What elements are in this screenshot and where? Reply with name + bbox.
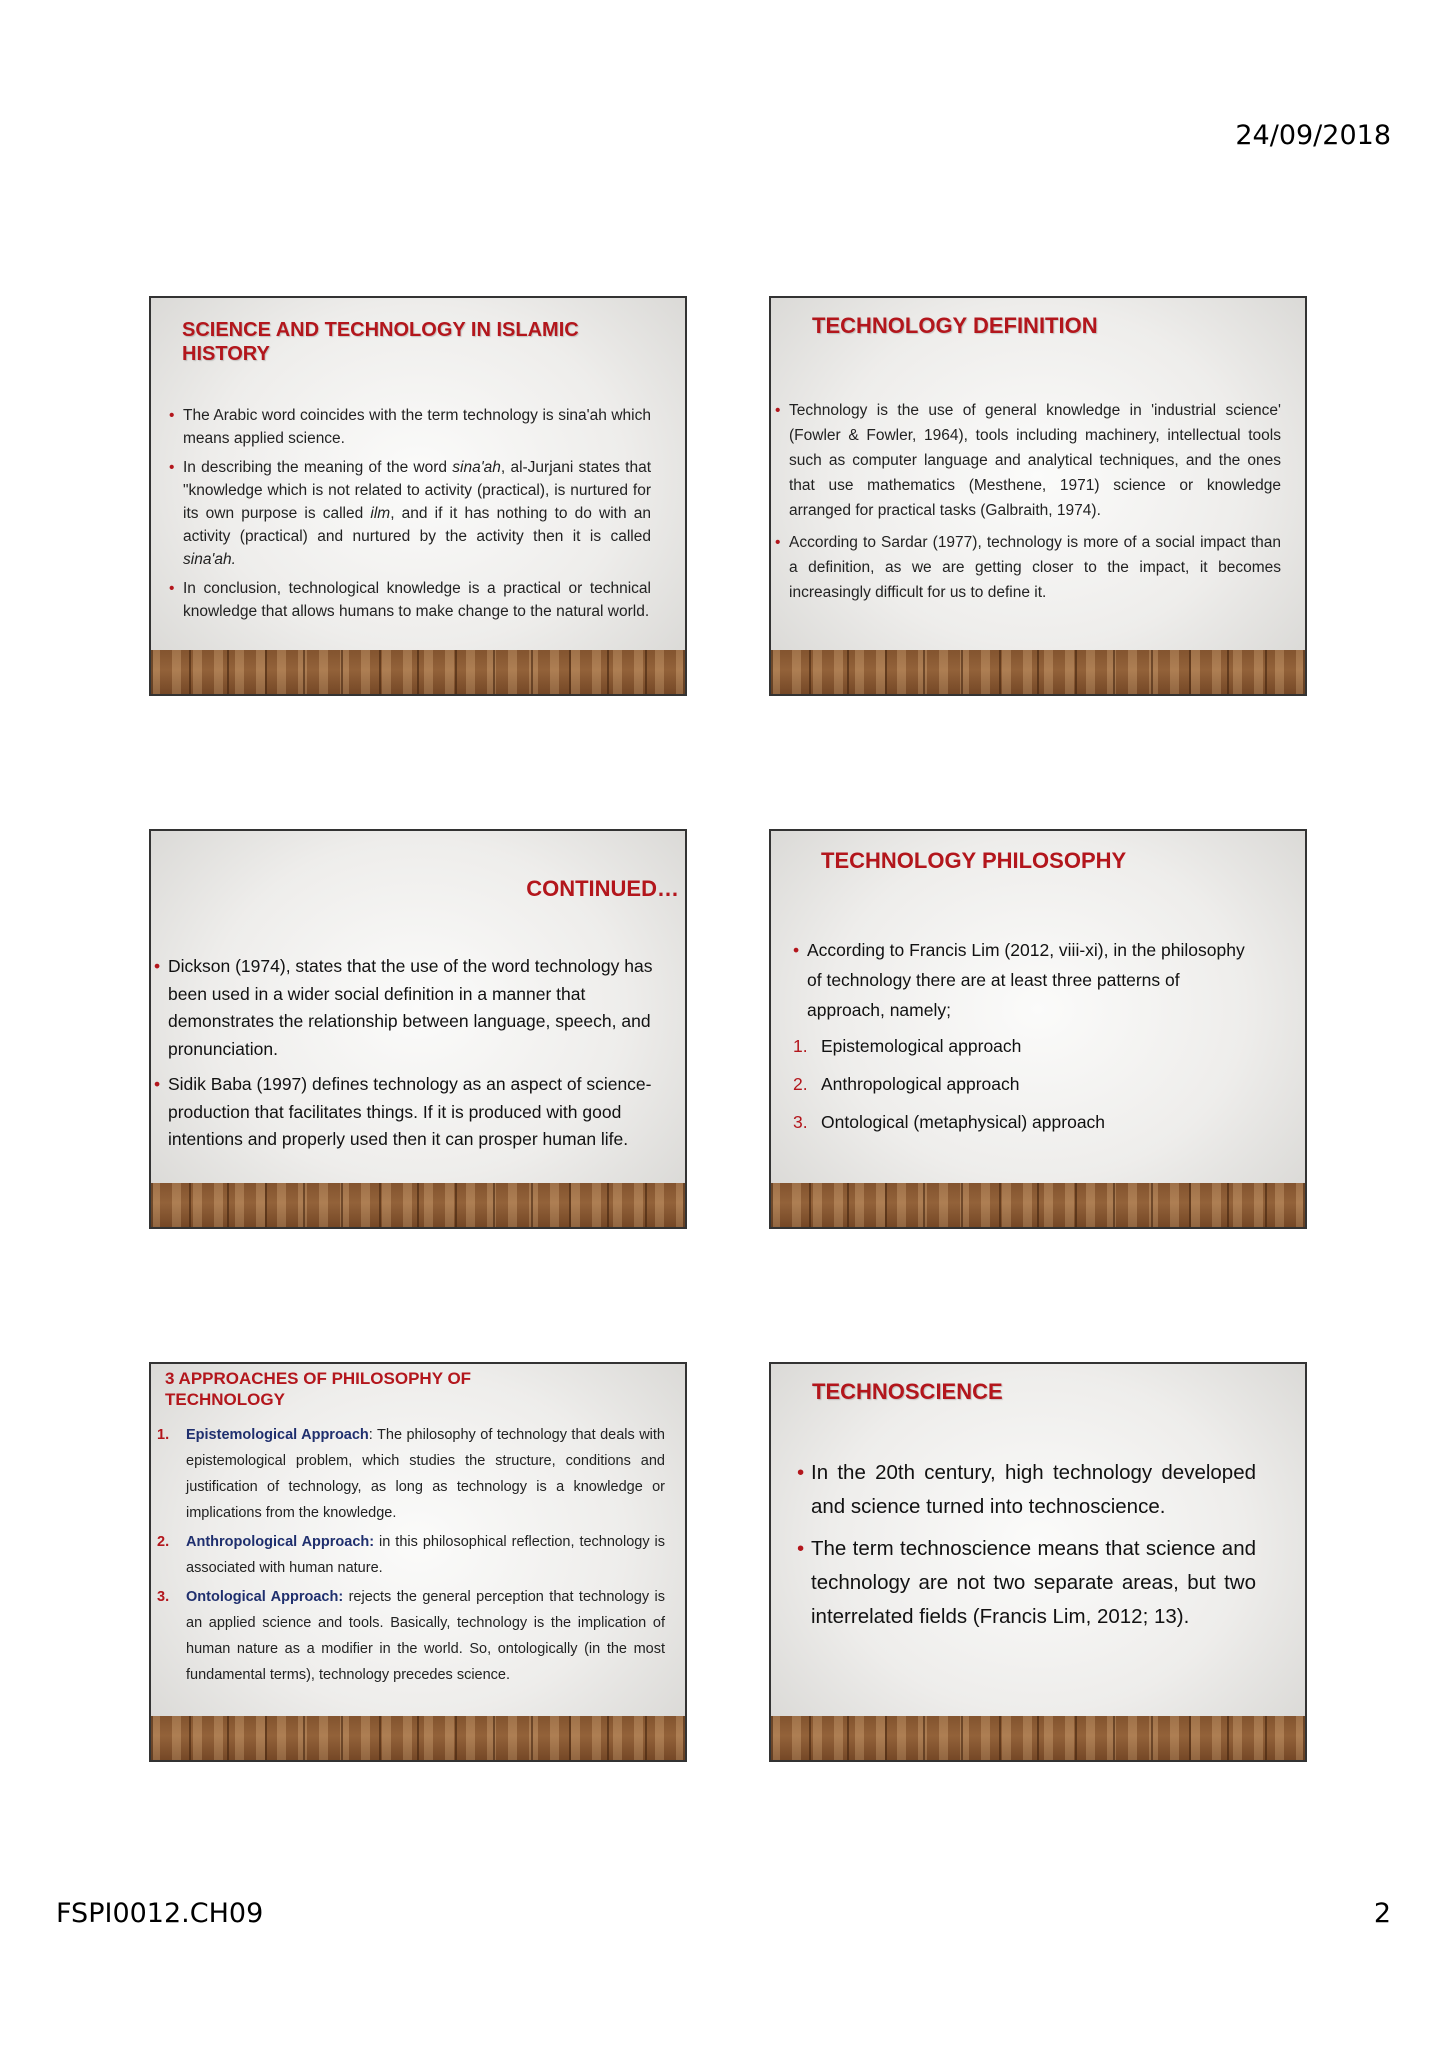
slide-technoscience: [769, 1362, 1307, 1762]
list-item: • The term technoscience means that science and technology are not two separate areas, but two interrelated fields (Francis Lim, 2012; 13).: [811, 1532, 1256, 1634]
bullet-list: [789, 398, 1281, 605]
slide-title: CONTINUED…: [526, 876, 679, 901]
list-item: 3. Ontological Approach: rejects the general perception that technology is an applied science and tools. Basically, technology is the implication of human nature as a modifier in the world. So, ontologically (in the most fundamental terms), technology precedes science.: [157, 1589, 665, 1683]
wood-floor-decoration: [771, 1716, 1305, 1760]
list-item: 1. Epistemological approach: [793, 1036, 1022, 1056]
slide-title: TECHNOLOGY PHILOSOPHY: [821, 848, 1127, 873]
list-item: • In describing the meaning of the word sina'ah, al-Jurjani states that "knowledge which is not related to activity (practical), is nurtured for its own purpose is called ilm, and if it has nothing to do with an activity (practical) and nurtured by the activity then it is called sina'ah.: [183, 456, 651, 571]
page-date: 24/09/2018: [1235, 120, 1391, 151]
slide-technology-definition: [769, 296, 1307, 696]
list-item: • Dickson (1974), states that the use of the word technology has been used in a wider social definition in a manner that demonstrates the relationship between language, speech, and pronunciation.: [168, 953, 672, 1063]
page-number: 2: [1373, 1898, 1391, 1929]
bullet-list: [168, 953, 672, 1154]
bullet-list: [183, 404, 651, 623]
wood-floor-decoration: [771, 650, 1305, 694]
wood-floor-decoration: [151, 650, 685, 694]
list-item: • According to Sardar (1977), technology is more of a social impact than a definition, as we are getting closer to the impact, it becomes increasingly difficult for us to define it.: [789, 530, 1281, 605]
wood-floor-decoration: [151, 1183, 685, 1227]
list-item: 1. Epistemological Approach: The philosophy of technology that deals with epistemological problem, which studies the structure, conditions and justification of technology, as long as technology is a knowledge or implications from the knowledge.: [157, 1427, 665, 1521]
slide-technology-philosophy: [769, 829, 1307, 1229]
numbered-list: [793, 1031, 1253, 1137]
list-item: 3. Ontological (metaphysical) approach: [793, 1112, 1106, 1132]
slide-title: SCIENCE AND TECHNOLOGY IN ISLAMIC HISTORY: [182, 319, 579, 365]
slide-title: TECHNOSCIENCE: [812, 1379, 1003, 1404]
intro-bullet: • According to Francis Lim (2012, viii-xi), in the philosophy of technology there are at least three patterns of approach, namely;: [807, 935, 1247, 1025]
slide-continued: [149, 829, 687, 1229]
list-item: 2. Anthropological approach: [793, 1074, 1020, 1094]
slide-three-approaches: [149, 1362, 687, 1762]
bullet-list: [811, 1456, 1256, 1634]
slide-science-technology-islamic-history: [149, 296, 687, 696]
wood-floor-decoration: [151, 1716, 685, 1760]
slide-title: TECHNOLOGY DEFINITION: [812, 313, 1098, 338]
numbered-list: [157, 1422, 665, 1688]
list-item: 2. Anthropological Approach: in this philosophical reflection, technology is associated with human nature.: [157, 1534, 666, 1576]
list-item: • Sidik Baba (1997) defines technology as an aspect of science-production that facilitates things. If it is produced with good intentions and properly used then it can prosper human life.: [168, 1071, 672, 1154]
list-item: • In conclusion, technological knowledge is a practical or technical knowledge that allows humans to make change to the natural world.: [183, 577, 651, 623]
list-item: • In the 20th century, high technology developed and science turned into technoscience.: [811, 1456, 1256, 1524]
footer-course-code: FSPI0012.CH09: [56, 1898, 264, 1929]
list-item: • Technology is the use of general knowledge in 'industrial science' (Fowler & Fowler, 1964), tools including machinery, intellectual tools such as computer language and analytical techniques, and the ones that use mathematics (Mesthene, 1971) science or knowledge arranged for practical tasks (Galbraith, 1974).: [789, 398, 1281, 523]
list-item: • The Arabic word coincides with the term technology is sina'ah which means applied science.: [183, 404, 651, 450]
slide-title: 3 APPROACHES OF PHILOSOPHY OF TECHNOLOGY: [165, 1369, 472, 1409]
wood-floor-decoration: [771, 1183, 1305, 1227]
